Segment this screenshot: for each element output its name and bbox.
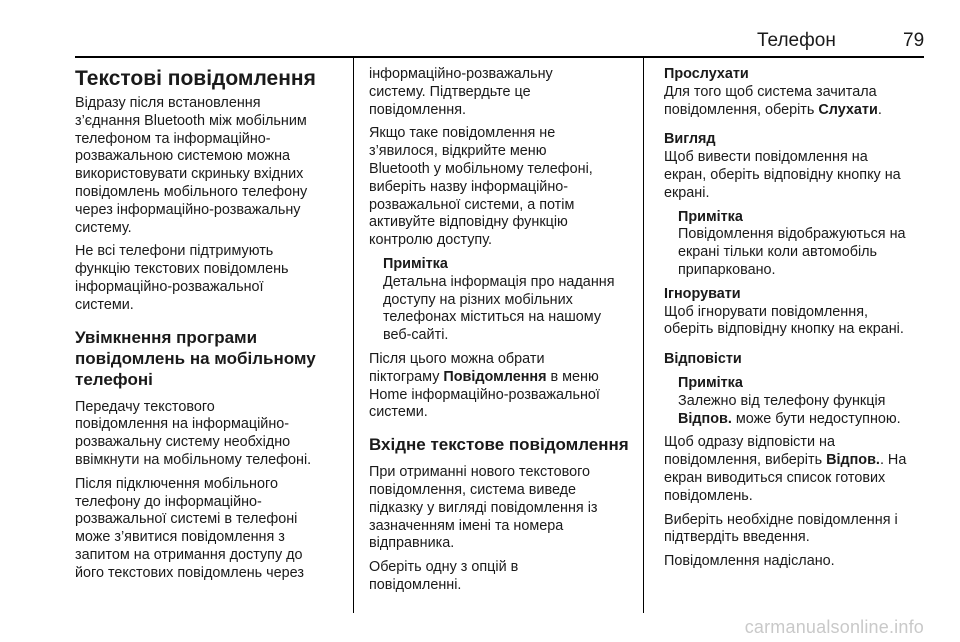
option-label: Прослухати <box>664 66 749 82</box>
page-header-title: Телефон <box>757 30 836 51</box>
note-label: Примітка <box>678 374 743 391</box>
paragraph: Повідомлення надіслано. <box>664 553 835 570</box>
option-label: Вигляд <box>664 131 716 148</box>
ui-term-listen: Слухати <box>818 101 878 118</box>
note-block: Примітка Залежно від телефону функція Відпов. може бути недоступною. <box>678 375 929 428</box>
header-rule <box>75 56 924 58</box>
column-2 <box>369 66 641 601</box>
paragraph: Не всі телефони підтримують функцію текстових повідомлень інформаційно-розважальної системи. <box>75 243 289 313</box>
option-label: Відповісти <box>664 351 742 368</box>
ui-term-messages: Повідомлення <box>443 368 547 385</box>
paragraph: Відразу після встановлення з’єднання Bluetooth між мобільним телефоном та інформаційно- розважальною системою можна використовувати скриньку вхідних повідомлень мобільного телефону через інформаційно-розважальну систему. <box>75 95 308 236</box>
paragraph: Виберіть необхідне повідомлення і підтвердіть введення. <box>664 511 898 546</box>
section-title: Текстові повідомлення <box>75 67 316 90</box>
paragraph: інформаційно-розважальну систему. Підтвердьте це повідомлення. <box>369 66 553 118</box>
ui-term-reply: Відпов. <box>678 410 732 427</box>
paragraph: Оберіть одну з опцій в повідомленні. <box>369 559 519 593</box>
subsection-heading: Увімкнення програми повідомлень на мобільному телефоні <box>75 327 316 389</box>
paragraph: Щоб одразу відповісти на повідомлення, виберіть Відпов.. На екран виводиться список готових повідомлень. <box>664 434 907 504</box>
note-block: Примітка Повідомлення відображуються на екрані тільки коли автомобіль припарковано. <box>678 209 929 280</box>
option-view: Вигляд Щоб вивести повідомлення на екран, оберіть відповідну кнопку на екрані. <box>664 131 901 201</box>
paragraph: Після цього можна обрати піктограму Повідомлення в меню Home інформаційно-розважальної системи. <box>369 350 600 421</box>
watermark: carmanualsonline.info <box>744 617 924 637</box>
paragraph: Якщо таке повідомлення не з’явилося, відкрийте меню Bluetooth у мобільному телефоні, виберіть назву інформаційно- розважальної системи, а потім активуйте відповідну функцію контролю доступу. <box>369 125 593 249</box>
column-1 <box>75 66 350 589</box>
option-reply <box>664 351 929 369</box>
paragraph: При отриманні нового текстового повідомлення, система виведе підказку у вигляді повідомлення із зазначенням імені та номера відправника. <box>369 464 598 552</box>
option-listen: Прослухати Для того щоб система зачитала повідомлення, оберіть Слухати. <box>664 66 882 118</box>
subsection-heading: Вхідне текстове повідомлення <box>369 435 629 455</box>
option-label: Ігнорувати <box>664 285 741 302</box>
note-label: Примітка <box>678 208 743 225</box>
page-number: 79 <box>903 30 925 51</box>
ui-term-reply: Відпов. <box>826 452 880 469</box>
column-divider-2 <box>643 58 644 613</box>
column-divider-1 <box>353 58 354 613</box>
note-label: Примітка <box>383 255 448 272</box>
column-3 <box>664 66 929 577</box>
paragraph: Після підключення мобільного телефону до інформаційно- розважальної системі в телефоні може з’явитися повідомлення з запитом на отримання доступу до його текстових повідомлень через <box>75 475 304 581</box>
paragraph: Передачу текстового повідомлення на інформаційно- розважальну систему необхідно ввімкнути на мобільному телефоні. <box>75 398 312 468</box>
note-block: Примітка Детальна інформація про надання доступу на різних мобільних телефонах міститься на нашому веб-сайті. <box>383 256 641 345</box>
option-ignore: Ігнорувати Щоб ігнорувати повідомлення, оберіть відповідну кнопку на екрані. <box>664 285 904 338</box>
